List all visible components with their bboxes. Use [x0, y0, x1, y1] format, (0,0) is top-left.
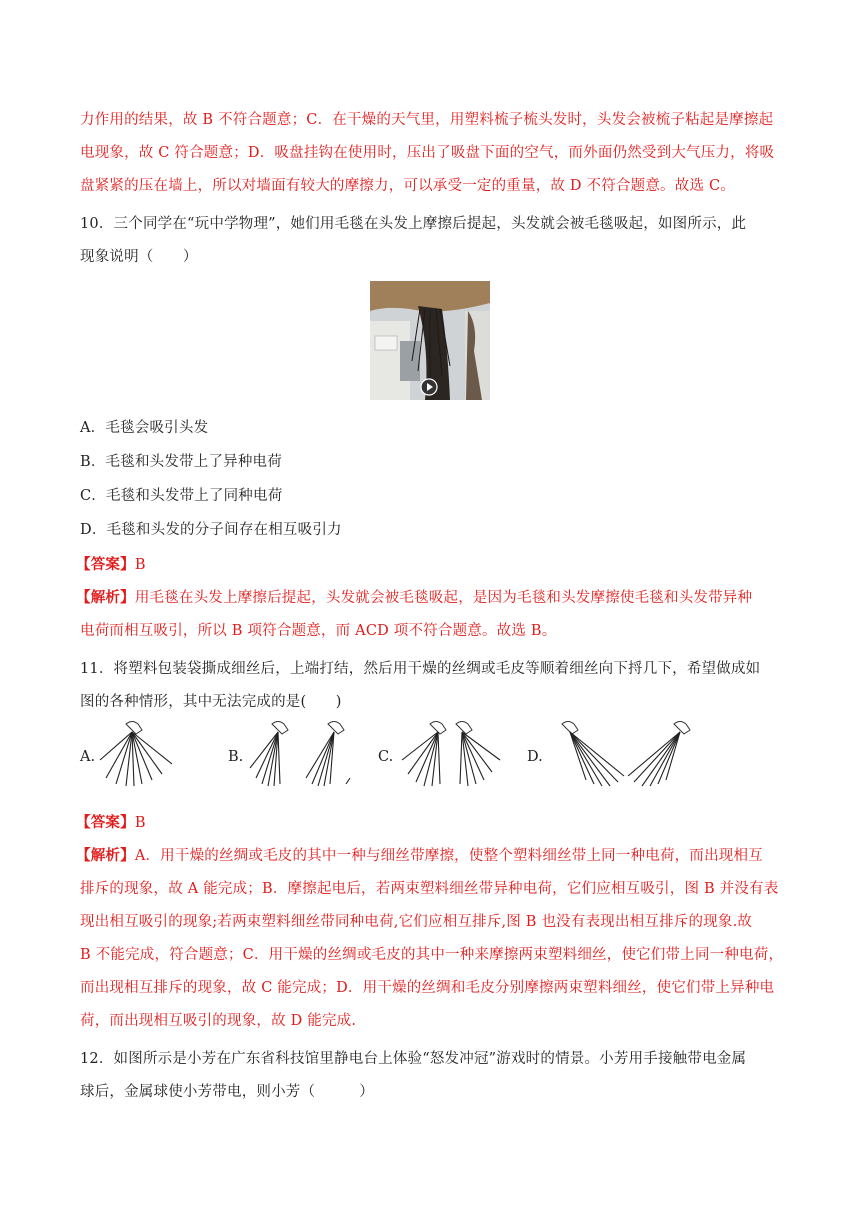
question-11-stem: 11．将塑料包装袋撕成细丝后，上端打结，然后用干燥的丝绸或毛皮等顺着细丝向下捋几下，希望做成如 [80, 661, 761, 677]
question-10-answer [76, 553, 146, 574]
question-10-analysis-line: 电荷而相互吸引，所以 B 项符合题意，而 ACD 项不符合题意。故选 B。 [80, 623, 557, 639]
analysis-line: 电现象，故 C 符合题意；D．吸盘挂钩在使用时，压出了吸盘下面的空气，而外面仍然受到大气压力，将吸 [80, 145, 775, 161]
answer-tag: 【答案】 [76, 814, 135, 831]
figure-option-a [96, 718, 176, 792]
analysis-line: 力作用的结果，故 B 不符合题意；C．在干燥的天气里，用塑料梳子梳头发时，头发会被梳子粘起是摩擦起 [80, 112, 774, 128]
hair-blanket-photo [370, 281, 490, 400]
question-10-analysis: 【解析】用毛毯在头发上摩擦后提起，头发就会被毛毯吸起，是因为毛毯和头发摩擦使毛毯和头发带异种 [76, 589, 753, 606]
question-10-option-a: A．毛毯会吸引头发 [80, 420, 209, 436]
question-11-analysis-line: B 不能完成，符合题意；C．用干燥的丝绸或毛皮的其中一种来摩擦两束塑料细丝，使它们带上同一种电荷， [80, 947, 784, 963]
figure-option-b-label: B. [228, 749, 244, 765]
question-10-option-d: D．毛毯和头发的分子间存在相互吸引力 [80, 522, 342, 538]
answer-tag: 【答案】 [76, 556, 135, 573]
question-11-analysis-line: 现出相互吸引的现象;若两束塑料细丝带同种电荷,它们应相互排斥,图 B 也没有表现出相互排斥的现象.故 [80, 914, 753, 930]
figure-option-a-label: A. [80, 749, 96, 765]
question-10-option-b: B．毛毯和头发带上了异种电荷 [80, 454, 282, 470]
question-10-stem: 10．三个同学在“玩中学物理”，她们用毛毯在头发上摩擦后提起，头发就会被毛毯吸起，如图所示，此 [80, 216, 747, 232]
question-11-answer [76, 811, 146, 832]
figure-option-c-label: C. [378, 749, 394, 765]
answer-value: B [134, 815, 146, 831]
figure-option-c [394, 718, 506, 792]
question-12-stem: 12．如图所示是小芳在广东省科技馆里静电台上体验“怒发冲冠”游戏时的情景。小芳用手接触带电金属 [80, 1051, 747, 1067]
question-11-stem: 图的各种情形，其中无法完成的是( ) [80, 694, 342, 710]
figure-option-b [244, 718, 356, 792]
figure-option-d [556, 718, 696, 792]
analysis-line: 盘紧紧的压在墙上，所以对墙面有较大的摩擦力，可以承受一定的重量，故 D 不符合题意。故选 C。 [80, 178, 735, 194]
answer-value: B [134, 557, 146, 573]
analysis-tag: 【解析】 [76, 847, 135, 864]
question-11-analysis-line: 而出现相互排斥的现象，故 C 能完成；D．用干燥的丝绸和毛皮分别摩擦两束塑料细丝，使它们带上异种电 [80, 980, 775, 996]
question-11-analysis-line: 荷，而出现相互吸引的现象，故 D 能完成. [80, 1013, 357, 1029]
question-10-option-c: C．毛毯和头发带上了同种电荷 [80, 488, 283, 504]
figure-option-d-label: D. [527, 749, 543, 765]
question-11-analysis: 【解析】A．用干燥的丝绸或毛皮的其中一种与细丝带摩擦，使整个塑料细丝带上同一种电荷，而出现相互 [76, 847, 763, 864]
question-11-analysis-line: 排斥的现象，故 A 能完成；B．摩擦起电后，若两束塑料细丝带异种电荷，它们应相互吸引，图 B 并没有表 [80, 881, 779, 897]
question-12-stem: 球后，金属球使小芳带电，则小芳（ ） [80, 1084, 374, 1100]
question-10-stem: 现象说明（ ） [80, 249, 198, 265]
analysis-tag: 【解析】 [76, 589, 135, 606]
